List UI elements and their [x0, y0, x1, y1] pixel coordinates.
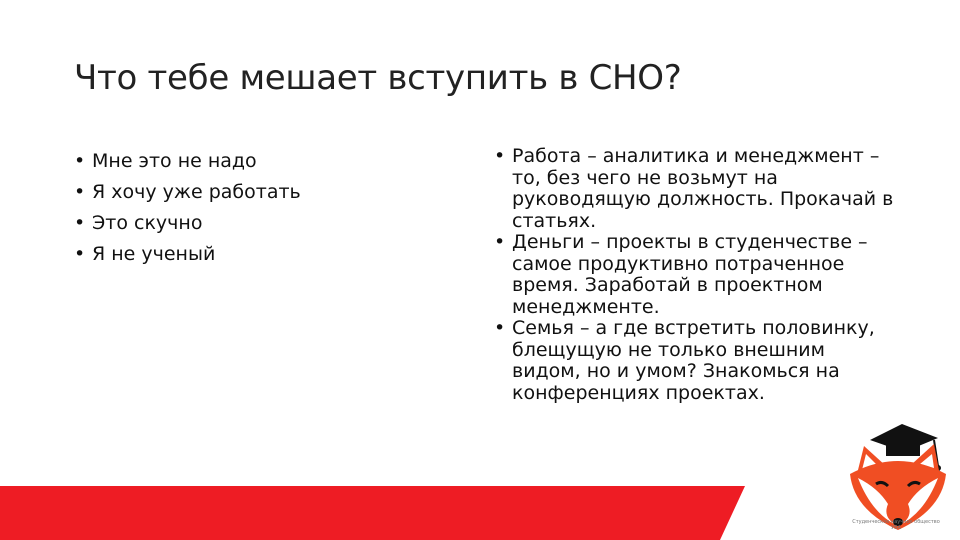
- bullet-icon: •: [494, 317, 506, 339]
- list-item: [74, 239, 394, 270]
- list-item: [74, 208, 394, 239]
- bullet-icon: •: [74, 181, 86, 203]
- list-item-text: Я не ученый: [92, 243, 216, 265]
- list-item-text: Это скучно: [92, 212, 203, 234]
- bullet-icon: •: [74, 212, 86, 234]
- bullet-icon: •: [74, 243, 86, 265]
- left-bullet-list: [74, 146, 394, 270]
- list-item-text: Мне это не надо: [92, 150, 257, 172]
- list-item: [494, 146, 894, 232]
- list-item-text: Я хочу уже работать: [92, 181, 301, 203]
- list-item: [74, 177, 394, 208]
- list-item-text: Работа – аналитика и менеджмент – то, без чего не возьмут на руководящую должность. Прокачай в статьях.: [512, 145, 894, 232]
- bullet-icon: •: [494, 231, 506, 253]
- bullet-icon: •: [74, 150, 86, 172]
- list-item-text: Деньги – проекты в студенчестве – самое продуктивно потраченное время. Заработай в проектном менеджменте.: [512, 231, 868, 318]
- slide-title: Что тебе мешает вступить в СНО?: [74, 58, 682, 98]
- list-item: [494, 318, 894, 404]
- list-item: [74, 146, 394, 177]
- list-item: [494, 232, 894, 318]
- logo-caption: Студенческое научное общество УВА: [852, 519, 940, 531]
- bullet-icon: •: [494, 145, 506, 167]
- list-item-text: Семья – а где встретить половинку, блещущую не только внешним видом, но и умом? Знакомься на конференциях проектах.: [512, 317, 875, 404]
- red-decorative-bar: [0, 486, 745, 540]
- right-bullet-list: [494, 146, 894, 404]
